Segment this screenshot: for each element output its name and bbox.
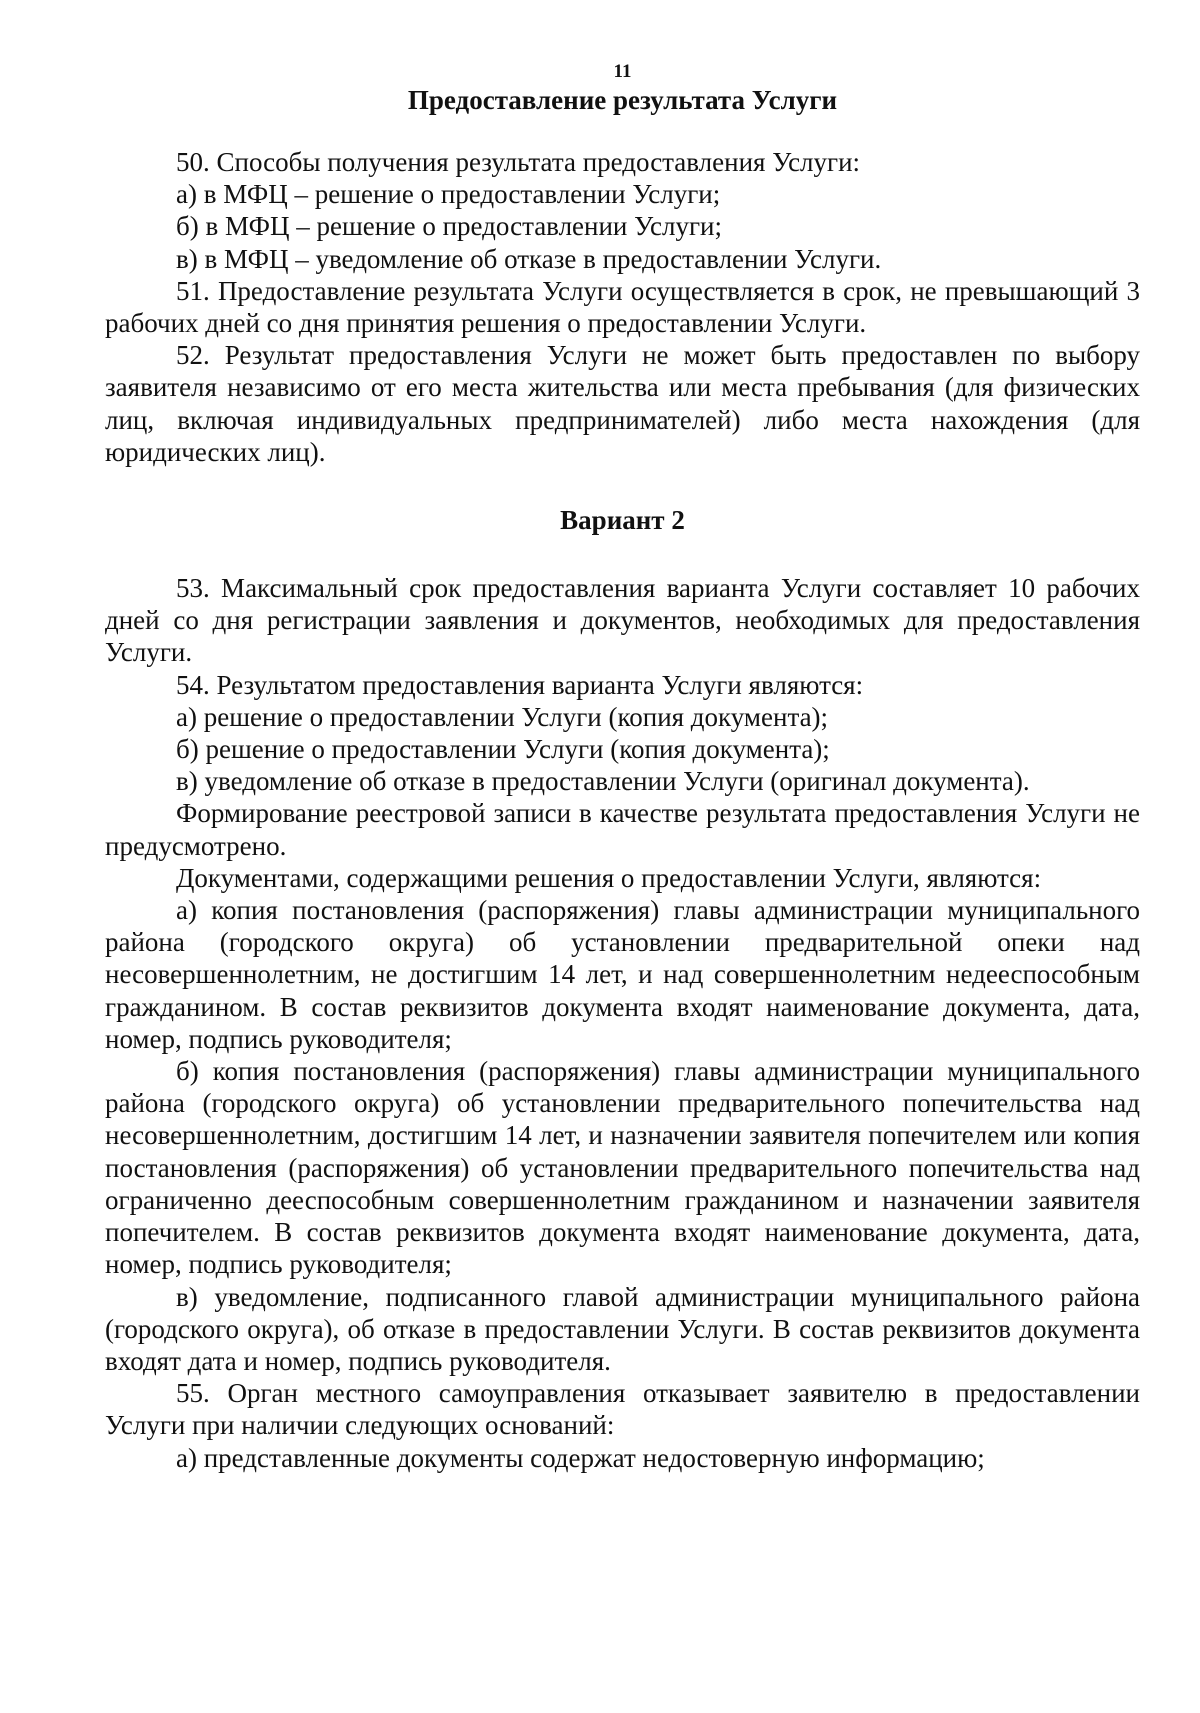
list-item-doc-c: в) уведомление, подписанного главой администрации муниципального района (городского округа), об отказе в предоставлении Услуги. В состав реквизитов документа входят дата и номер, подпись руководителя.: [105, 1281, 1140, 1376]
paragraph-51: 51. Предоставление результата Услуги осуществляется в срок, не превышающий 3 рабочих дней со дня принятия решения о предоставлении Услуги.: [105, 275, 1140, 339]
spacer: [105, 468, 1140, 504]
paragraph-55: 55. Орган местного самоуправления отказывает заявителю в предоставлении Услуги при наличии следующих оснований:: [105, 1378, 1140, 1441]
list-item-50c: в) в МФЦ – уведомление об отказе в предоставлении Услуги.: [176, 243, 882, 274]
list-item-54b: б) решение о предоставлении Услуги (копия документа);: [176, 734, 830, 765]
section-title: Предоставление результата Услуги: [407, 85, 838, 115]
paragraph-52: 52. Результат предоставления Услуги не может быть предоставлен по выбору заявителя независимо от его места жительства или места пребывания (для физических лиц, включая индивидуальных предпринимателей) либо места нахождения (для юридических лиц).: [105, 340, 1140, 467]
spacer: [105, 536, 1140, 572]
list-item-54a: а) решение о предоставлении Услуги (копия документа);: [176, 701, 829, 732]
document-page: [105, 60, 1140, 1474]
list-item-doc-b: б) копия постановления (распоряжения) главы администрации муниципального района (городского округа) об установлении предварительного попечительства над несовершеннолетним, достигшим 14 лет, и назначении заявителя попечителем или копия постановления (распоряжения) об установлении предварительного попечительства над ограниченно дееспособным совершеннолетним гражданином и назначении заявителя попечителем. В состав реквизитов документа входят наименование документа, дата, номер, подпись руководителя;: [105, 1056, 1140, 1280]
paragraph-53: 53. Максимальный срок предоставления варианта Услуги составляет 10 рабочих дней со дня регистрации заявления и документов, необходимых для предоставления Услуги.: [105, 573, 1140, 668]
list-item-50b: б) в МФЦ – решение о предоставлении Услуги;: [176, 211, 722, 242]
spacer: [105, 116, 1140, 146]
variant-title: Вариант 2: [560, 505, 685, 536]
paragraph-decision-documents: Документами, содержащими решения о предоставлении Услуги, являются:: [176, 862, 1042, 893]
list-item-55a: а) представленные документы содержат недостоверную информацию;: [176, 1442, 985, 1473]
paragraph-50: 50. Способы получения результата предоставления Услуги:: [176, 147, 861, 177]
paragraph-registry-record: Формирование реестровой записи в качестве результата предоставления Услуги не предусмотрено.: [105, 798, 1140, 861]
list-item-54c: в) уведомление об отказе в предоставлении Услуги (оригинал документа).: [176, 766, 1030, 797]
page-number: 11: [613, 61, 632, 82]
paragraph-54: 54. Результатом предоставления варианта Услуги являются:: [176, 669, 864, 700]
list-item-doc-a: а) копия постановления (распоряжения) главы администрации муниципального района (городского округа) об установлении предварительной опеки над несовершеннолетним, не достигшим 14 лет, и над совершеннолетним недееспособным гражданином. В состав реквизитов документа входят наименование документа, дата, номер, подпись руководителя;: [105, 895, 1140, 1054]
list-item-50a: а) в МФЦ – решение о предоставлении Услуги;: [176, 179, 721, 210]
